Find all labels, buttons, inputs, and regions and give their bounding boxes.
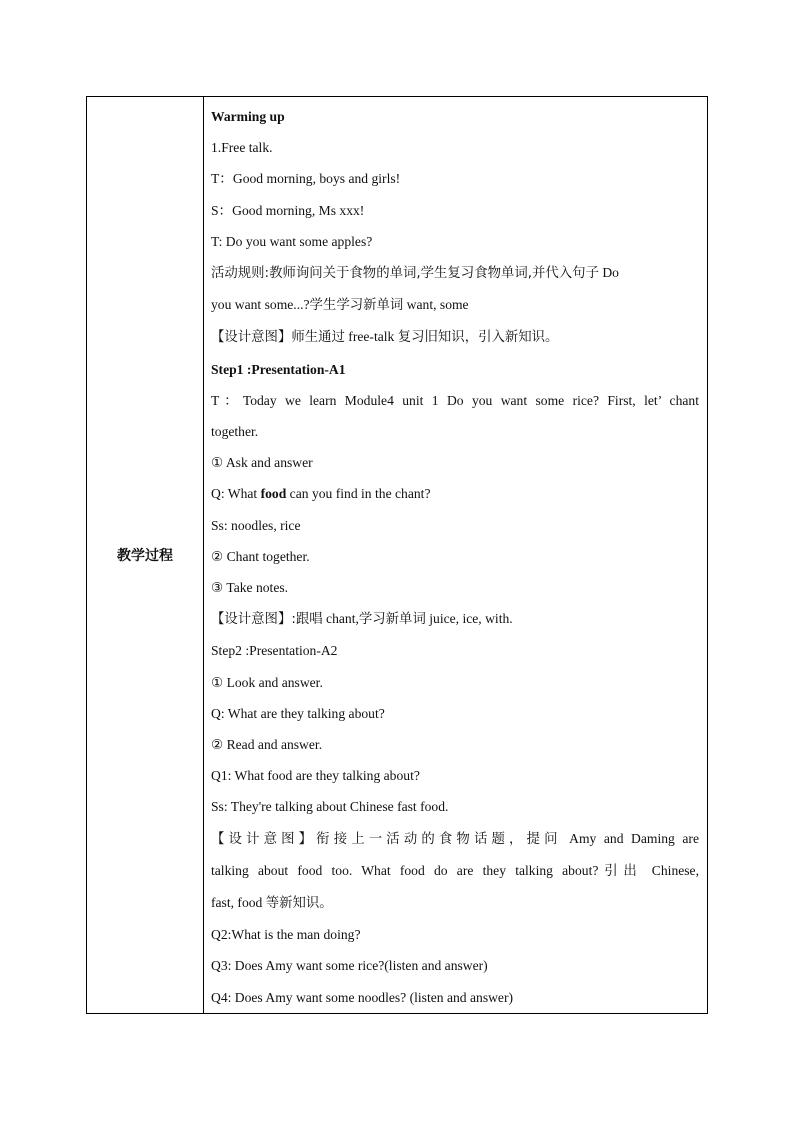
design-intent-1: 【设计意图】师生通过 free-talk 复习旧知识，引入新知识。 (211, 329, 559, 346)
lesson-plan-table (86, 96, 708, 1014)
students-noodles-line: Ss: noodles, rice (211, 517, 301, 533)
read-answer-line: ② Read and answer. (211, 737, 323, 753)
free-talk-line: 1.Free talk. (211, 140, 273, 156)
question-food-line: Q: What food can you find in the chant? (211, 486, 431, 502)
teacher-apples-line: T: Do you want some apples? (211, 233, 373, 249)
activity-rule-line-1: 活动规则:教师询问关于食物的单词,学生复习食物单词,并代入句子 Do (211, 265, 619, 282)
teacher-today-line: T：Today we learn Module4 unit 1 Do you want some rice? First, let’ chant (211, 392, 699, 408)
design-intent-3-line-1: 【设计意图】衔接上一活动的食物话题，提问 Amy and Daming are (211, 830, 699, 847)
design-intent-3-line-2: talking about food too. What food do are they talking about?引出 Chinese, (211, 862, 699, 879)
question-talking-line: Q: What are they talking about? (211, 705, 385, 721)
students-chinese-line: Ss: They're talking about Chinese fast food. (211, 799, 449, 815)
step1-heading: Step1 :Presentation-A1 (211, 361, 346, 377)
question-3-line: Q3: Does Amy want some rice?(listen and answer) (211, 958, 488, 974)
together-line: together. (211, 424, 259, 440)
content-cell (204, 97, 708, 1014)
warming-up-heading: Warming up (211, 109, 285, 124)
question-4-line: Q4: Does Amy want some noodles? (listen and answer) (211, 989, 514, 1005)
design-intent-2: 【设计意图】:跟唱 chant,学习新单词 juice, ice, with. (211, 611, 513, 628)
student-greeting-line: S：Good morning, Ms xxx! (211, 202, 365, 218)
design-intent-3-line-3: fast, food 等新知识。 (211, 895, 333, 912)
question-2-line: Q2:What is the man doing? (211, 927, 361, 943)
step2-heading: Step2 :Presentation-A2 (211, 643, 338, 659)
section-label-cell (87, 97, 204, 1014)
look-answer-line: ① Look and answer. (211, 674, 323, 690)
ask-answer-line: ① Ask and answer (211, 455, 313, 471)
section-label: 教学过程 (117, 547, 173, 564)
teacher-greeting-line: T：Good morning, boys and girls! (211, 171, 401, 187)
take-notes-line: ③ Take notes. (211, 580, 289, 596)
chant-together-line: ② Chant together. (211, 548, 310, 564)
activity-rule-line-2: you want some...?学生学习新单词 want, some (211, 297, 469, 314)
question-1-line: Q1: What food are they talking about? (211, 768, 420, 784)
